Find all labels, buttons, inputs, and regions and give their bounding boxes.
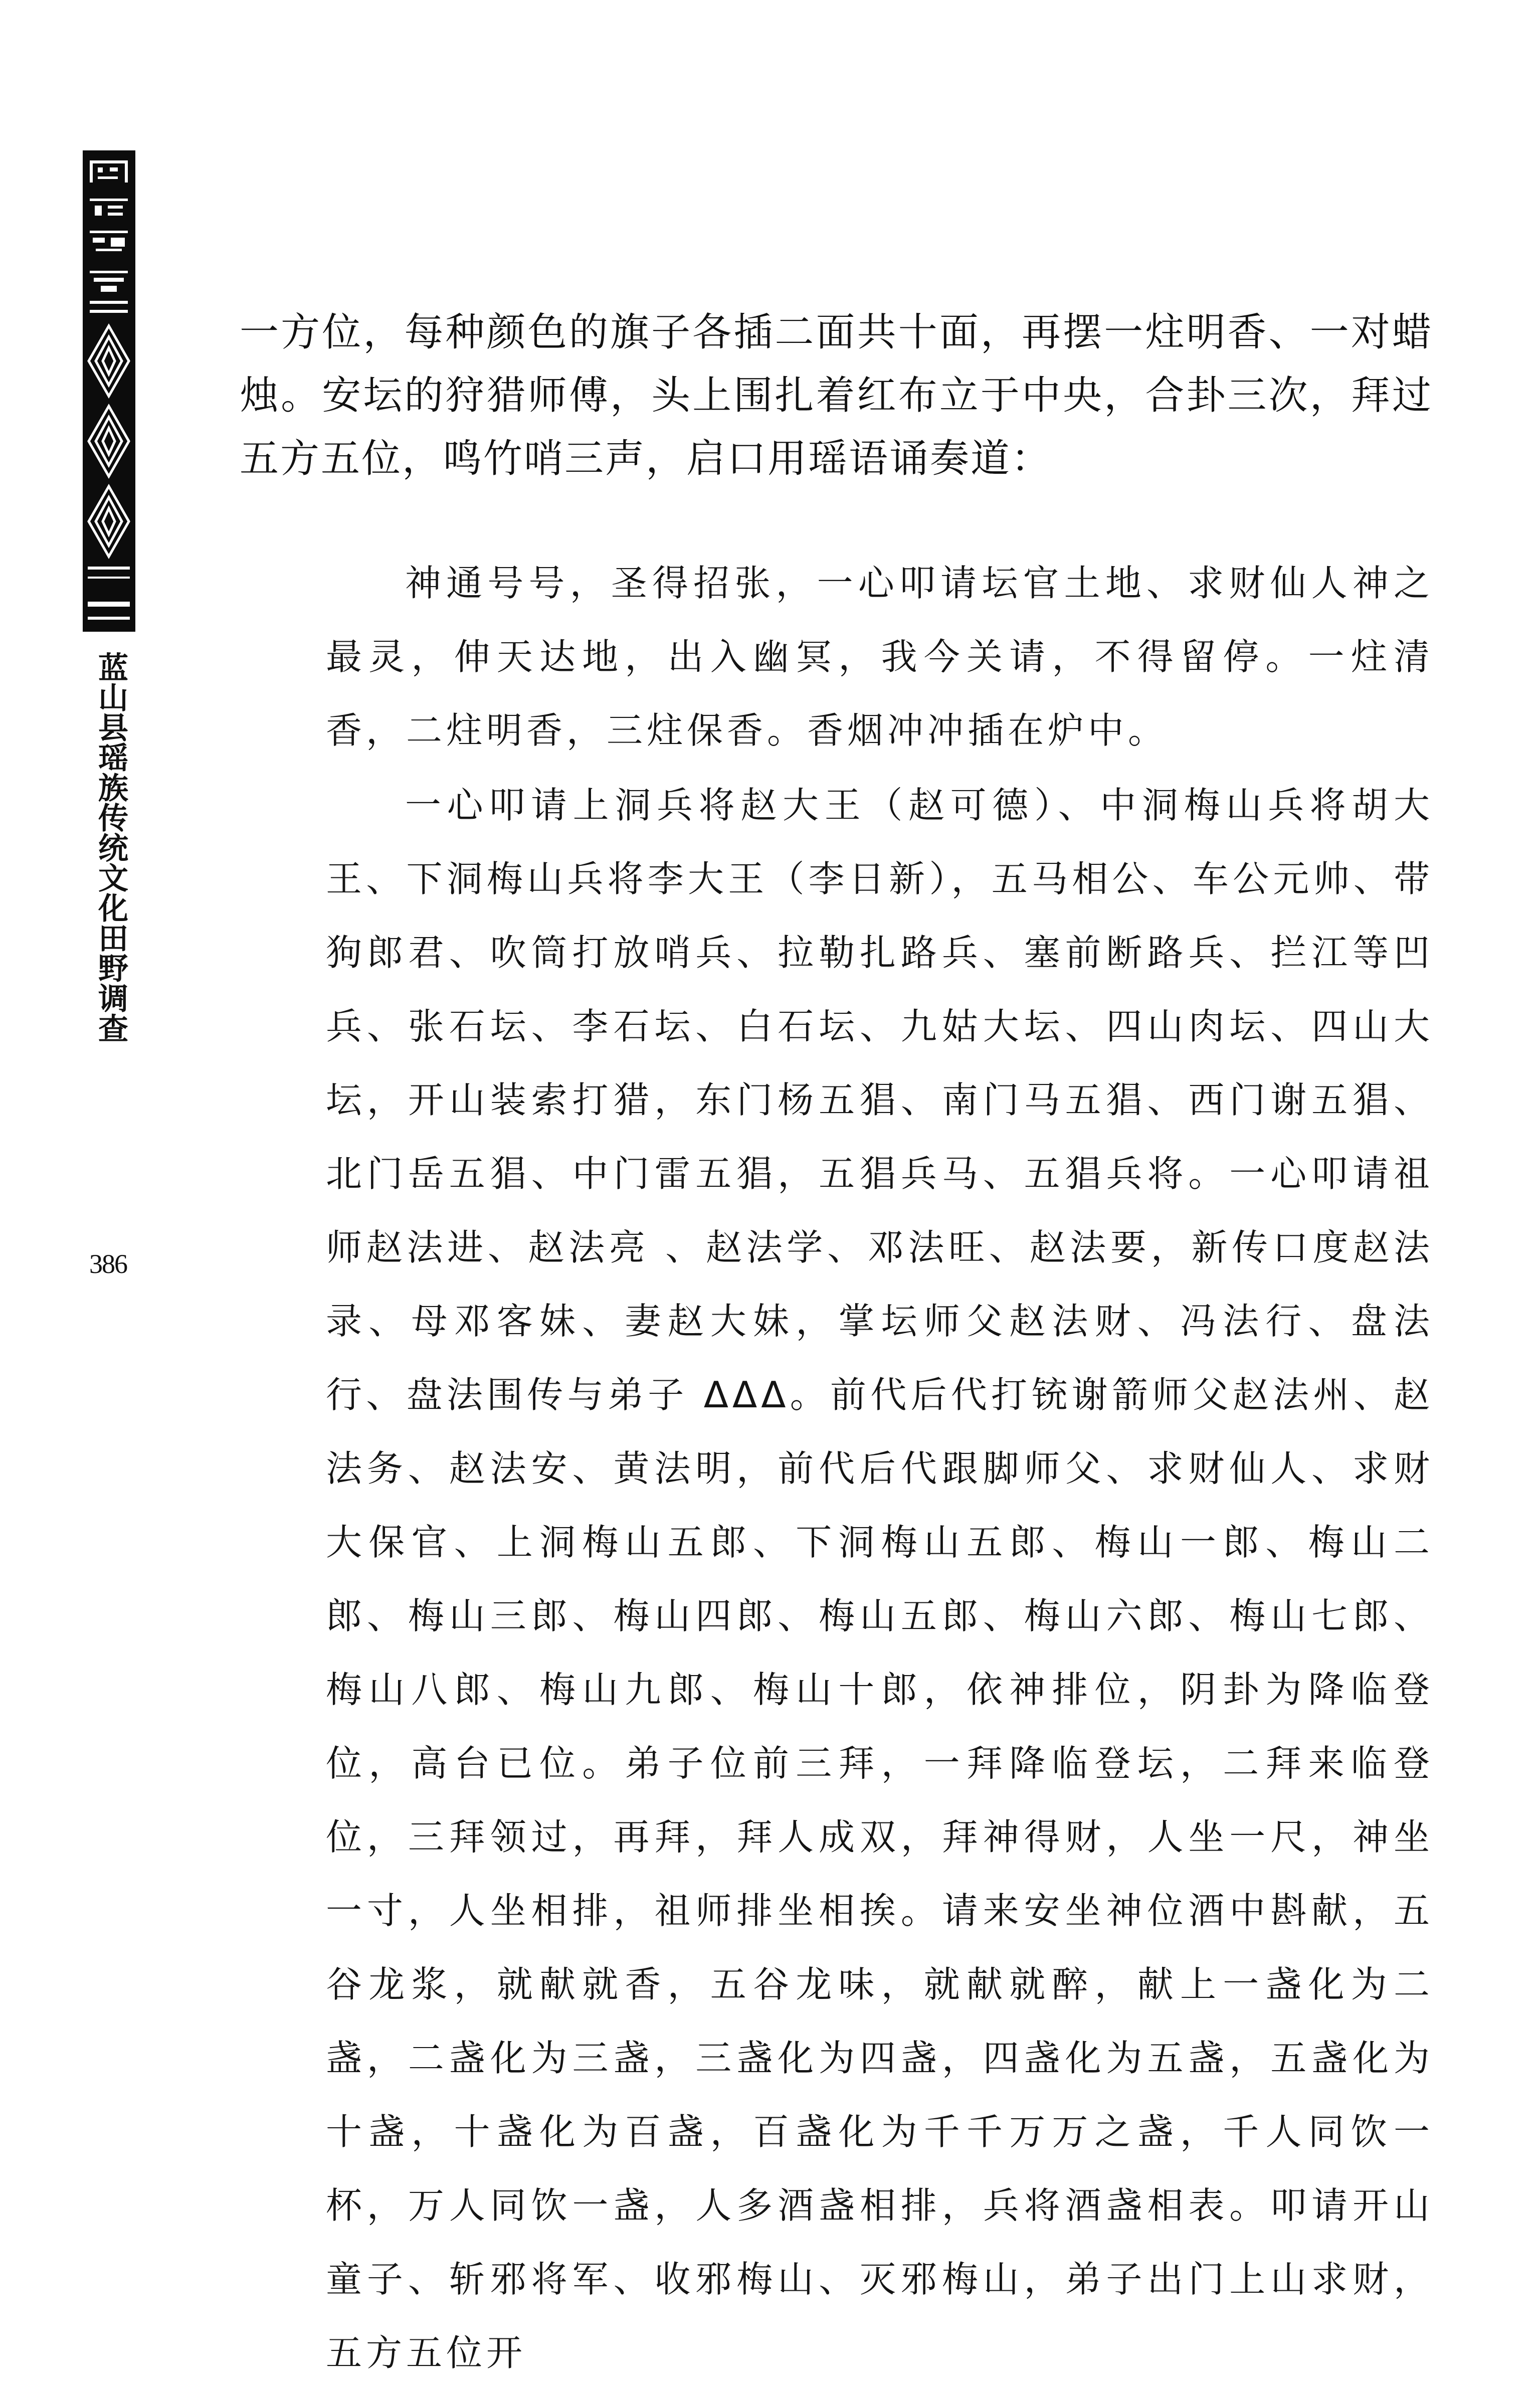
invocation-paragraph: 神通号号，圣得招张，一心叩请坛官土地、求财仙人神之最灵，伸天达地，出入幽冥，我今关请，不得留停。一炷清香，二炷明香，三炷保香。香烟冲冲插在炉中。: [326, 562, 1434, 752]
invocation-text: [326, 546, 1434, 2390]
running-title: 蓝山县瑶族传统文化田野调查: [93, 652, 128, 1043]
invocation-paragraph: 一心叩请上洞兵将赵大王（赵可德）、中洞梅山兵将胡大王、下洞梅山兵将李大王（李日新），五马相公、车公元帅、带狗郎君、吹筒打放哨兵、拉勒扎路兵、塞前断路兵、拦江等凹兵、张石坛、李石坛、白石坛、九姑大坛、四山肉坛、四山大坛，开山装索打猎，东门杨五猖、南门马五猖、西门谢五猖、北门岳五猖、中门雷五猖，五猖兵马、五猖兵将。一心叩请祖师赵法进、赵法亮 、赵法学、邓法旺、赵法要，新传口度赵法录、母邓客妹、妻赵大妹，掌坛师父赵法财、冯法行、盘法行、盘法围传与弟子 ΔΔΔ。前代后代打铳谢箭师父赵法州、赵法务、赵法安、黄法明，前代后代跟脚师父、求财仙人、求财大保官、上洞梅山五郎、下洞梅山五郎、梅山一郎、梅山二郎、梅山三郎、梅山四郎、梅山五郎、梅山六郎、梅山七郎、梅山八郎、梅山九郎、梅山十郎，依神排位，阴卦为降临登位，高台已位。弟子位前三拜，一拜降临登坛，二拜来临登位，三拜领过，再拜，拜人成双，拜神得财，人坐一尺，神坐一寸，人坐相排，祖师排坐相挨。请来安坐神位酒中斟献，五谷龙浆，就献就香，五谷龙味，就献就醉，献上一盏化为二盏，二盏化为三盏，三盏化为四盏，四盏化为五盏，五盏化为十盏，十盏化为百盏，百盏化为千千万万之盏，千人同饮一杯，万人同饮一盏，人多酒盏相排，兵将酒盏相表。叩请开山童子、斩邪将军、收邪梅山、灭邪梅山，弟子出门上山求财，五方五位开: [326, 784, 1434, 2374]
woven-pattern-graphic: [83, 150, 135, 632]
page-number: 386: [89, 1249, 127, 1279]
woven-pattern-icon: [83, 150, 135, 632]
intro-paragraph: 一方位，每种颜色的旗子各插二面共十面，再摆一炷明香、一对蜡烛。安坛的狩猎师傅，头上围扎着红布立于中央，合卦三次，拜过五方五位，鸣竹哨三声，启口用瑶语诵奏道：: [240, 310, 1433, 481]
